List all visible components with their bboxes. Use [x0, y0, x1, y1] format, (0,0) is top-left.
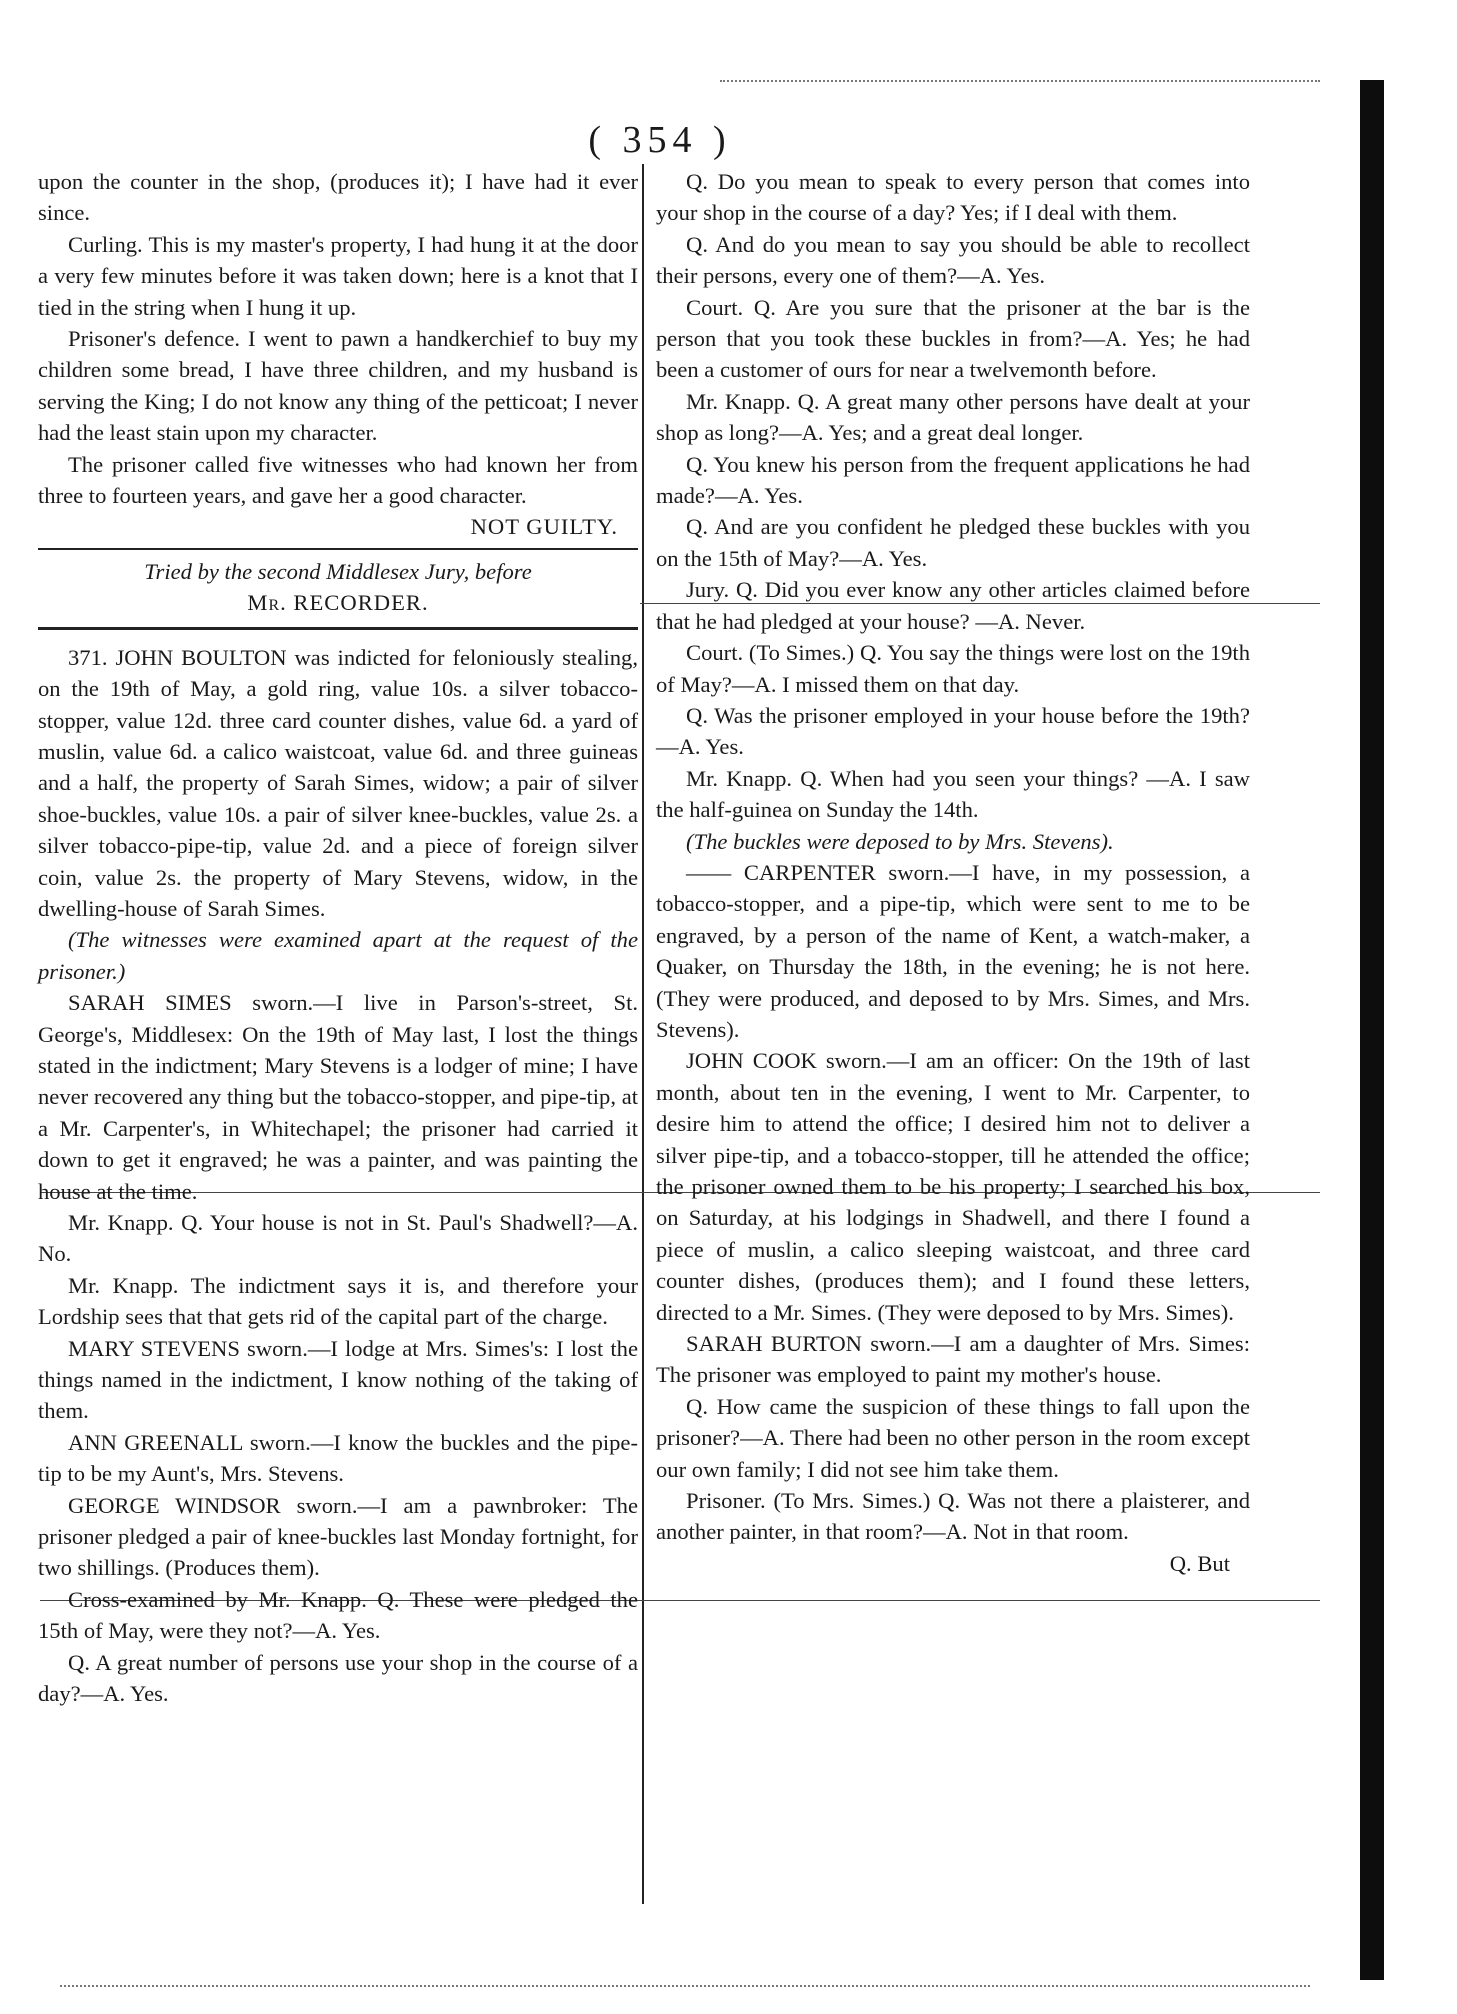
- column-divider: [642, 164, 644, 1904]
- page-number: ( 354 ): [588, 119, 732, 161]
- testimony: Q. You knew his person from the frequent applications he had made?—A. Yes.: [656, 451, 1250, 509]
- section-rule: [38, 627, 638, 630]
- testimony: MARY STEVENS sworn.—I lodge at Mrs. Simes's: I lost the things named in the indictment, I know nothing of the taking of them.: [38, 1335, 638, 1424]
- verdict: NOT GUILTY.: [470, 514, 618, 540]
- catchword: Q. But: [1169, 1550, 1230, 1576]
- paragraph: (The buckles were deposed to by Mrs. Stevens).: [686, 828, 1114, 854]
- testimony: SARAH BURTON sworn.—I am a daughter of Mrs. Simes: The prisoner was employed to paint my mother's house.: [656, 1331, 1250, 1388]
- paragraph: Prisoner's defence. I went to pawn a handkerchief to buy my children some bread, I have three children, and my husband is serving the King; I do not know any thing of the petticoat; I never had the least stain upon my character.: [38, 326, 638, 446]
- testimony: Mr. Knapp. Q. Your house is not in St. Paul's Shadwell?—A. No.: [38, 1210, 638, 1267]
- testimony: Court. Q. Are you sure that the prisoner at the bar is the person that you took these buckles in from?—A. Yes; he had been a customer of ours for near a twelvemonth before.: [656, 294, 1250, 383]
- testimony: Q. Was the prisoner employed in your house before the 19th?—A. Yes.: [656, 702, 1250, 760]
- testimony: Jury. Q. Did you ever know any other articles claimed before that he had pledged at your house? —A. Never.: [656, 577, 1250, 634]
- indictment-paragraph: 371. JOHN BOULTON was indicted for feloniously stealing, on the 19th of May, a gold ring, value 10s. a silver tobacco-stopper, value 12d. three card counter dishes, value 6d. a yard of muslin, value 6d. a calico waistcoat, value 6d. and three guineas and a half, the property of Sarah Simes, widow; a pair of silver shoe-buckles, value 10s. a pair of silver knee-buckles, value 2s. a silver tobacco-pipe-tip, value 2d. and a piece of foreign silver coin, value 2s. the property of Mary Stevens, widow, in the dwelling-house of Sarah Simes.: [38, 644, 638, 921]
- testimony: Cross-examined by Mr. Knapp. Q. These were pledged the 15th of May, were they not?—A. Yes.: [38, 1586, 638, 1644]
- trial-judge: Mr. RECORDER.: [247, 590, 429, 616]
- testimony: ANN GREENALL sworn.—I know the buckles and the pipe-tip to be my Aunt's, Mrs. Stevens.: [38, 1429, 638, 1487]
- testimony: Mr. Knapp. Q. When had you seen your things? —A. I saw the half-guinea on Sunday the 14th.: [656, 765, 1250, 823]
- testimony: Court. (To Simes.) Q. You say the things were lost on the 19th of May?—A. I missed them on that day.: [656, 640, 1250, 697]
- paragraph: Curling. This is my master's property, I had hung it at the door a very few minutes before it was taken down; here is a knot that I tied in the string when I hung it up.: [38, 231, 638, 320]
- paragraph: upon the counter in the shop, (produces it); I have had it ever since.: [38, 169, 638, 226]
- paragraph: The prisoner called five witnesses who had known her from three to fourteen years, and gave her a good character.: [38, 451, 638, 509]
- testimony: Q. And do you mean to say you should be able to recollect their persons, every one of them?—A. Yes.: [656, 231, 1250, 289]
- testimony: Q. A great number of persons use your shop in the course of a day?—A. Yes.: [38, 1649, 638, 1707]
- testimony: —— CARPENTER sworn.—I have, in my possession, a tobacco-stopper, and a pipe-tip, which were sent to me to be engraved, by a person of the name of Kent, a watch-maker, a Quaker, on Thursday the 18th, in the evening; he is not here. (They were produced, and deposed to by Mrs. Simes, and Mrs. Stevens).: [656, 859, 1250, 1042]
- right-column: [656, 166, 1250, 1579]
- testimony: Prisoner. (To Mrs. Simes.) Q. Was not there a plaisterer, and another painter, in that room?—A. Not in that room.: [656, 1488, 1250, 1545]
- testimony: Mr. Knapp. The indictment says it is, and therefore your Lordship sees that that gets rid of the capital part of the charge.: [38, 1272, 638, 1330]
- trial-note: Tried by the second Middlesex Jury, before: [144, 558, 532, 584]
- testimony: SARAH SIMES sworn.—I live in Parson's-street, St. George's, Middlesex: On the 19th of May last, I lost the things stated in the indictment; Mary Stevens is a lodger of mine; I have never recovered any thing but the tobacco-stopper, and pipe-tip, at a Mr. Carpenter's, in Whitechapel; the prisoner had carried it down to get it engraved; he was a painter, and was painting the house at the time.: [38, 990, 638, 1204]
- section-rule: [38, 548, 638, 550]
- testimony: Mr. Knapp. Q. A great many other persons have dealt at your shop as long?—A. Yes; and a great deal longer.: [656, 388, 1250, 446]
- scan-speckle-top: [720, 80, 1320, 82]
- testimony: JOHN COOK sworn.—I am an officer: On the 19th of last month, about ten in the evening, I went to Mr. Carpenter, to desire him to attend the office; I desired him not to deliver a silver pipe-tip, and a tobacco-stopper, till he attended the office; the prisoner owned them to be his property; I searched his box, on Saturday, at his lodgings in Shadwell, and there I found a piece of muslin, a calico sleeping waistcoat, and three card counter dishes, (produces them); and I found these letters, directed to a Mr. Simes. (They were deposed to by Mrs. Simes).: [656, 1048, 1250, 1325]
- testimony: Q. And are you confident he pledged these buckles with you on the 15th of May?—A. Yes.: [656, 514, 1250, 571]
- paragraph: (The witnesses were examined apart at the request of the prisoner.): [38, 927, 638, 984]
- scan-speckle-bottom: [60, 1985, 1310, 1987]
- left-column: [38, 166, 638, 1710]
- testimony: Q. Do you mean to speak to every person that comes into your shop in the course of a day? Yes; if I deal with them.: [656, 169, 1250, 226]
- scan-edge-shadow: [1360, 80, 1384, 1980]
- testimony: GEORGE WINDSOR sworn.—I am a pawnbroker: The prisoner pledged a pair of knee-buckles last Monday fortnight, for two shillings. (Produces them).: [38, 1492, 638, 1581]
- testimony: Q. How came the suspicion of these things to fall upon the prisoner?—A. There had been no other person in the room except our own family; I did not see him take them.: [656, 1393, 1250, 1482]
